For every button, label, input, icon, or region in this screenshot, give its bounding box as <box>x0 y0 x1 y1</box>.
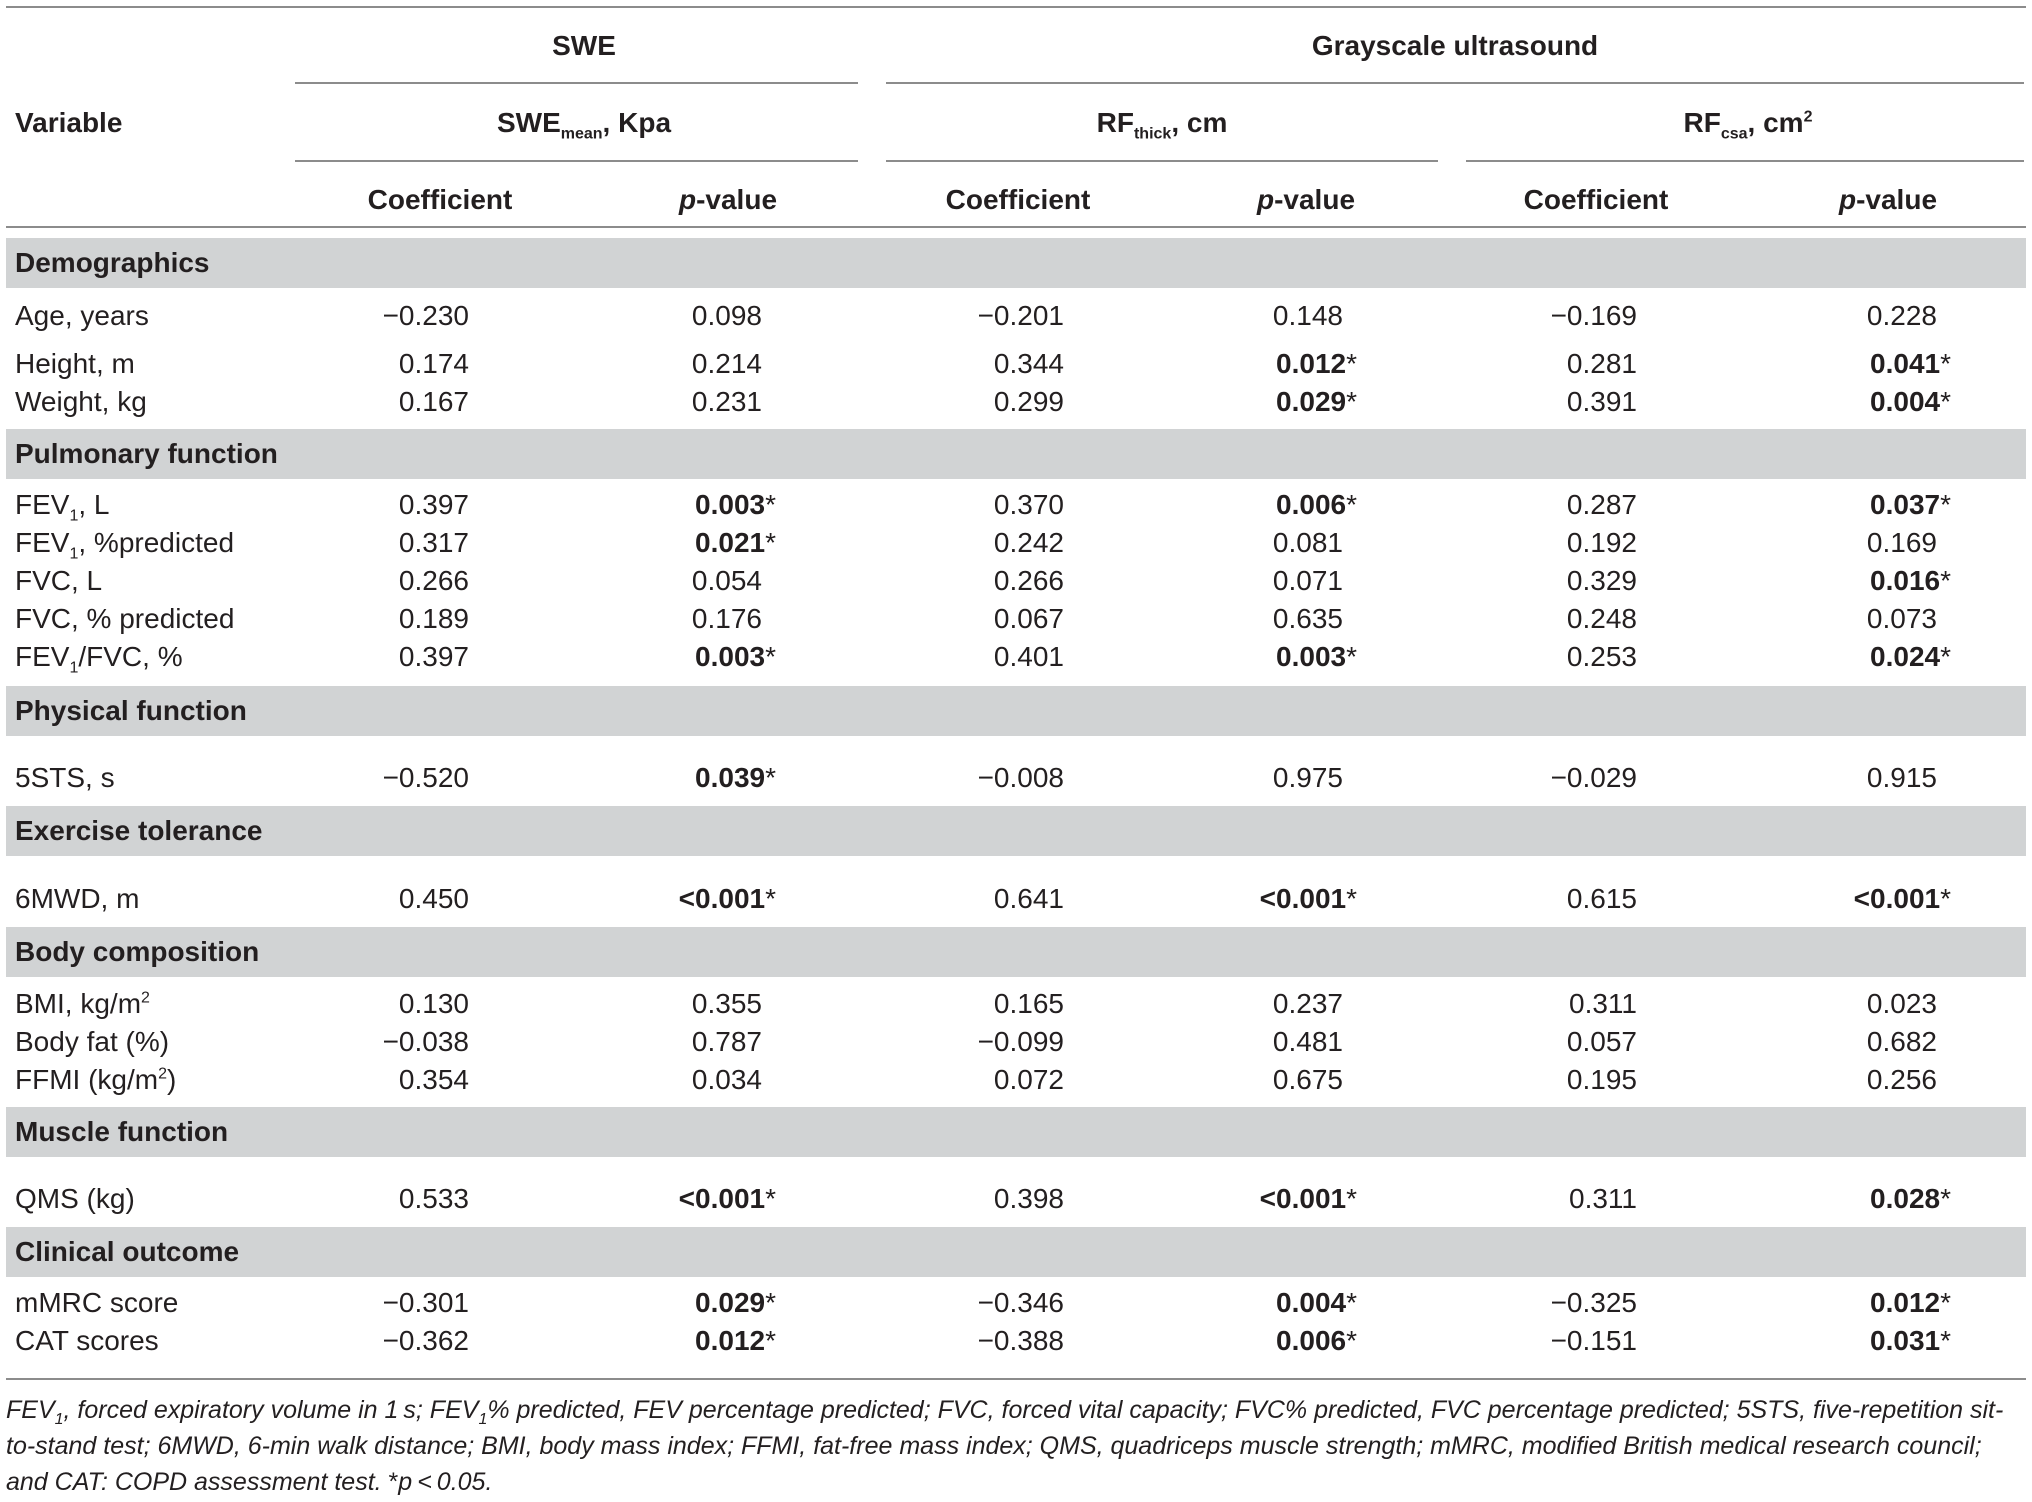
coefficient-cell: 0.398 <box>993 1183 1064 1214</box>
row-label-text: FVC, L <box>15 565 103 596</box>
pvalue-cell: 0.034 <box>691 1064 762 1095</box>
pvalue-cell <box>1870 347 1951 381</box>
row-label <box>15 526 235 563</box>
significance-star: * <box>1346 1183 1357 1214</box>
pvalue-cell <box>695 640 776 674</box>
table-bottom-rule <box>6 1378 2026 1380</box>
coefficient-cell: 0.195 <box>1566 1064 1637 1095</box>
significance-star: * <box>1346 489 1357 520</box>
coefficient-cell: 0.242 <box>993 527 1064 558</box>
section-title: Pulmonary function <box>15 438 278 469</box>
header-coefficient-2: Coefficient <box>945 184 1091 215</box>
row-label-text: QMS (kg) <box>15 1183 135 1214</box>
pvalue-significant: 0.003 <box>695 641 766 672</box>
pvalue-cell: 0.098 <box>691 300 762 331</box>
pvalue-cell <box>1276 385 1357 419</box>
row-label-post: ) <box>167 1064 177 1095</box>
coefficient-cell: −0.099 <box>977 1026 1064 1057</box>
coefficient-cell: 0.281 <box>1566 348 1637 379</box>
pvalue-cell: 0.915 <box>1866 762 1937 793</box>
pvalue-cell <box>1870 488 1951 522</box>
pvalue-cell <box>679 1182 776 1216</box>
pvalue-significant: 0.039 <box>695 762 766 793</box>
row-label-text: mMRC score <box>15 1287 179 1318</box>
coefficient-cell: 0.370 <box>993 489 1064 520</box>
pvalue-cell: 0.054 <box>691 565 762 596</box>
coefficient-cell: 0.401 <box>993 641 1064 672</box>
pvalue-cell <box>695 1324 776 1358</box>
row-label <box>15 347 135 381</box>
row-label-post: /FVC, % <box>78 641 183 672</box>
coefficient-cell: 0.287 <box>1566 489 1637 520</box>
section-band <box>6 806 2026 856</box>
row-label <box>15 564 102 598</box>
coefficient-cell: −0.325 <box>1550 1287 1637 1318</box>
pvalue-significant: 0.012 <box>1870 1287 1941 1318</box>
pvalue-cell: 0.169 <box>1866 527 1937 558</box>
row-label-text: FEV <box>15 489 70 520</box>
header-rule-swe <box>295 82 858 84</box>
coefficient-cell: 0.354 <box>398 1064 469 1095</box>
pvalue-cell <box>1854 882 1951 916</box>
row-label-post: , %predicted <box>78 527 235 558</box>
coefficient-cell: 0.189 <box>398 603 469 634</box>
significance-star: * <box>1940 1287 1951 1318</box>
row-label-text: 6MWD, m <box>15 883 140 914</box>
significance-star: * <box>1940 1183 1951 1214</box>
coefficient-cell: 0.450 <box>398 883 469 914</box>
table-footnote: $FEV_1$, forced expiratory volume in 1 s; $FEV_1\%$ predicted, FEV percentage predicted; FVC, forced vital capacity; FVC% predicted, FVC percentage predicted; 5STS, five-repetition sit-to-stand test; 6MWD, 6-min walk distance; BMI, body mass index; FFMI, fat-free mass index; QMS, quadriceps muscle strength; mMRC, modified British medical research council; and CAT: COPD assessment test. *p < 0.05. <box>6 1396 2004 1496</box>
row-label <box>15 1182 135 1216</box>
row-label-sub: 1 <box>69 507 79 525</box>
row-label <box>15 602 234 636</box>
row-label-text: FVC, % predicted <box>15 603 235 634</box>
pvalue-cell <box>1870 1182 1951 1216</box>
pvalue-cell: 0.073 <box>1866 603 1937 634</box>
pvalue-cell <box>1870 564 1951 598</box>
pvalue-cell: 0.355 <box>691 988 762 1019</box>
row-label-text: Age, years <box>15 300 149 331</box>
significance-star: * <box>765 762 776 793</box>
pvalue-cell <box>1276 1286 1357 1320</box>
coefficient-cell: 0.067 <box>993 603 1064 634</box>
pvalue-cell: 0.256 <box>1866 1064 1937 1095</box>
significance-star: * <box>765 641 776 672</box>
pvalue-cell: 0.975 <box>1272 762 1343 793</box>
significance-star: * <box>765 883 776 914</box>
significance-star: * <box>1346 1287 1357 1318</box>
pvalue-cell <box>1260 1182 1357 1216</box>
coefficient-cell: −0.201 <box>977 300 1064 331</box>
coefficient-cell: −0.520 <box>382 762 469 793</box>
significance-star: * <box>765 1287 776 1318</box>
coefficient-cell: 0.174 <box>398 348 469 379</box>
pvalue-cell: 0.214 <box>691 348 762 379</box>
pvalue-significant: 0.004 <box>1870 386 1941 417</box>
pvalue-cell: 0.787 <box>691 1026 762 1057</box>
coefficient-cell: 0.248 <box>1566 603 1637 634</box>
significance-star: * <box>1940 565 1951 596</box>
coefficient-cell: −0.346 <box>977 1287 1064 1318</box>
significance-star: * <box>1346 1325 1357 1356</box>
pvalue-significant: <0.001 <box>678 883 766 914</box>
pvalue-significant: <0.001 <box>1259 1183 1347 1214</box>
pvalue-significant: 0.012 <box>1276 348 1347 379</box>
section-band <box>6 1227 2026 1277</box>
section-title: Body composition <box>15 936 260 967</box>
pvalue-significant: 0.003 <box>695 489 766 520</box>
row-label-text: FEV <box>15 641 70 672</box>
table-top-rule <box>6 6 2026 8</box>
row-label-text: Height, m <box>15 348 135 379</box>
row-label <box>15 488 110 525</box>
pvalue-cell: 0.071 <box>1272 565 1343 596</box>
coefficient-cell: −0.230 <box>382 300 469 331</box>
pvalue-cell: 0.682 <box>1866 1026 1937 1057</box>
pvalue-cell <box>1870 1324 1951 1358</box>
significance-star: * <box>1346 641 1357 672</box>
coefficient-cell: −0.151 <box>1550 1325 1637 1356</box>
row-label <box>15 1286 178 1320</box>
pvalue-cell <box>695 526 776 560</box>
pvalue-cell <box>1276 347 1357 381</box>
significance-star: * <box>765 1183 776 1214</box>
row-label-text: Body fat (%) <box>15 1026 170 1057</box>
coefficient-cell: 0.615 <box>1566 883 1637 914</box>
pvalue-cell <box>1276 1324 1357 1358</box>
pvalue-significant: 0.024 <box>1870 641 1941 672</box>
row-label <box>15 299 149 333</box>
coefficient-cell: 0.641 <box>993 883 1064 914</box>
header-rule-swe-mean <box>295 160 858 162</box>
header-rf-csa: $RF_{csa}$, $cm^2$ <box>1683 107 1813 143</box>
coefficient-cell: 0.057 <box>1566 1026 1637 1057</box>
row-label-sub: 1 <box>69 659 79 677</box>
significance-star: * <box>1346 348 1357 379</box>
significance-star: * <box>765 527 776 558</box>
significance-star: * <box>1346 386 1357 417</box>
pvalue-significant: <0.001 <box>678 1183 766 1214</box>
row-label-sup: 2 <box>158 1065 167 1083</box>
significance-star: * <box>1940 489 1951 520</box>
header-swe-mean: $SWE_{mean}$, Kpa <box>496 107 672 143</box>
pvalue-significant: 0.016 <box>1870 565 1941 596</box>
significance-star: * <box>1940 641 1951 672</box>
pvalue-cell <box>1276 488 1357 522</box>
pvalue-cell <box>1870 640 1951 674</box>
significance-star: * <box>1940 348 1951 379</box>
pvalue-significant: 0.006 <box>1276 489 1347 520</box>
coefficient-cell: 0.072 <box>993 1064 1064 1095</box>
row-label-text: BMI, kg/m <box>15 988 142 1019</box>
coefficient-cell: 0.311 <box>1569 988 1637 1019</box>
pvalue-cell <box>1276 640 1357 674</box>
section-title: Muscle function <box>15 1116 229 1147</box>
pvalue-cell <box>695 1286 776 1320</box>
header-coefficient-1: Coefficient <box>367 184 513 215</box>
pvalue-cell <box>1870 385 1951 419</box>
coefficient-cell: 0.391 <box>1566 386 1637 417</box>
coefficient-cell: 0.344 <box>993 348 1064 379</box>
header-group-grayscale: Grayscale ultrasound <box>1311 30 1599 61</box>
pvalue-significant: 0.041 <box>1870 348 1941 379</box>
pvalue-significant: 0.012 <box>695 1325 766 1356</box>
pvalue-significant: 0.028 <box>1870 1183 1941 1214</box>
header-bottom-rule <box>6 226 2026 228</box>
section-band <box>6 1107 2026 1157</box>
coefficient-cell: 0.266 <box>993 565 1064 596</box>
row-label-sup: 2 <box>141 989 150 1007</box>
significance-star: * <box>765 1325 776 1356</box>
pvalue-cell <box>695 488 776 522</box>
row-label-text: Weight, kg <box>15 386 147 417</box>
row-label <box>15 1324 159 1358</box>
header-coefficient-3: Coefficient <box>1523 184 1669 215</box>
row-label-post: , L <box>78 489 110 520</box>
significance-star: * <box>765 489 776 520</box>
coefficient-cell: −0.029 <box>1550 762 1637 793</box>
pvalue-significant: 0.021 <box>695 527 766 558</box>
header-rf-thick: $RF_{thick}$, cm <box>1096 107 1228 143</box>
pvalue-cell <box>695 761 776 795</box>
coefficient-cell: 0.165 <box>993 988 1064 1019</box>
pvalue-significant: 0.029 <box>1276 386 1347 417</box>
header-group-swe: SWE <box>552 30 616 61</box>
header-rule-rf-thick <box>886 160 1438 162</box>
header-variable: Variable <box>15 107 123 138</box>
section-title: Clinical outcome <box>15 1236 240 1267</box>
coefficient-cell: 0.317 <box>398 527 469 558</box>
pvalue-cell: 0.237 <box>1272 988 1343 1019</box>
coefficient-cell: 0.130 <box>398 988 469 1019</box>
coefficient-cell: 0.167 <box>398 386 469 417</box>
coefficient-cell: 0.192 <box>1566 527 1637 558</box>
pvalue-cell: 0.675 <box>1272 1064 1343 1095</box>
section-title: Exercise tolerance <box>15 815 263 846</box>
pvalue-significant: 0.004 <box>1276 1287 1347 1318</box>
section-title: Physical function <box>15 695 247 726</box>
header-rule-grayscale <box>886 82 2024 84</box>
coefficient-cell: −0.362 <box>382 1325 469 1356</box>
row-label-text: FEV <box>15 527 70 558</box>
pvalue-cell: 0.176 <box>691 603 762 634</box>
pvalue-significant: <0.001 <box>1259 883 1347 914</box>
section-band <box>6 686 2026 736</box>
pvalue-cell <box>1870 1286 1951 1320</box>
pvalue-significant: <0.001 <box>1853 883 1941 914</box>
pvalue-cell: 0.081 <box>1272 527 1343 558</box>
section-band <box>6 238 2026 288</box>
coefficient-cell: 0.253 <box>1566 641 1637 672</box>
pvalue-cell: 0.635 <box>1272 603 1343 634</box>
coefficient-cell: −0.008 <box>977 762 1064 793</box>
significance-star: * <box>1940 386 1951 417</box>
pvalue-significant: 0.029 <box>695 1287 766 1318</box>
row-label-text: 5STS, s <box>15 762 115 793</box>
header-pvalue-3: p-value <box>1838 184 1938 215</box>
pvalue-cell <box>679 882 776 916</box>
pvalue-significant: 0.006 <box>1276 1325 1347 1356</box>
header-rule-rf-csa <box>1466 160 2024 162</box>
pvalue-cell: 0.023 <box>1866 988 1937 1019</box>
row-label <box>15 1063 176 1097</box>
significance-star: * <box>1346 883 1357 914</box>
pvalue-significant: 0.031 <box>1870 1325 1941 1356</box>
coefficient-cell: 0.397 <box>398 641 469 672</box>
row-label <box>15 640 183 677</box>
row-label <box>15 987 150 1021</box>
pvalue-cell: 0.481 <box>1272 1026 1343 1057</box>
row-label <box>15 761 115 795</box>
row-label-text: CAT scores <box>15 1325 159 1356</box>
coefficient-cell: 0.397 <box>398 489 469 520</box>
coefficient-cell: −0.169 <box>1550 300 1637 331</box>
coefficient-cell: 0.311 <box>1569 1183 1637 1214</box>
header-pvalue-2: p-value <box>1256 184 1356 215</box>
row-label-sub: 1 <box>69 545 79 563</box>
significance-star: * <box>1940 1325 1951 1356</box>
row-label <box>15 882 139 916</box>
row-label <box>15 1025 169 1059</box>
coefficient-cell: 0.299 <box>993 386 1064 417</box>
header-pvalue-1: p-value <box>678 184 778 215</box>
pvalue-cell: 0.228 <box>1866 300 1937 331</box>
pvalue-significant: 0.037 <box>1870 489 1941 520</box>
pvalue-cell: 0.231 <box>691 386 762 417</box>
coefficient-cell: −0.388 <box>977 1325 1064 1356</box>
coefficient-cell: 0.266 <box>398 565 469 596</box>
coefficient-cell: −0.301 <box>382 1287 469 1318</box>
row-label <box>15 385 147 419</box>
row-label-text: FFMI (kg/m <box>15 1064 159 1095</box>
coefficient-cell: 0.533 <box>398 1183 469 1214</box>
pvalue-significant: 0.003 <box>1276 641 1347 672</box>
pvalue-cell: 0.148 <box>1272 300 1343 331</box>
significance-star: * <box>1940 883 1951 914</box>
pvalue-cell <box>1260 882 1357 916</box>
coefficient-cell: −0.038 <box>382 1026 469 1057</box>
section-title: Demographics <box>15 247 210 278</box>
section-band <box>6 927 2026 977</box>
coefficient-cell: 0.329 <box>1566 565 1637 596</box>
section-band <box>6 429 2026 479</box>
